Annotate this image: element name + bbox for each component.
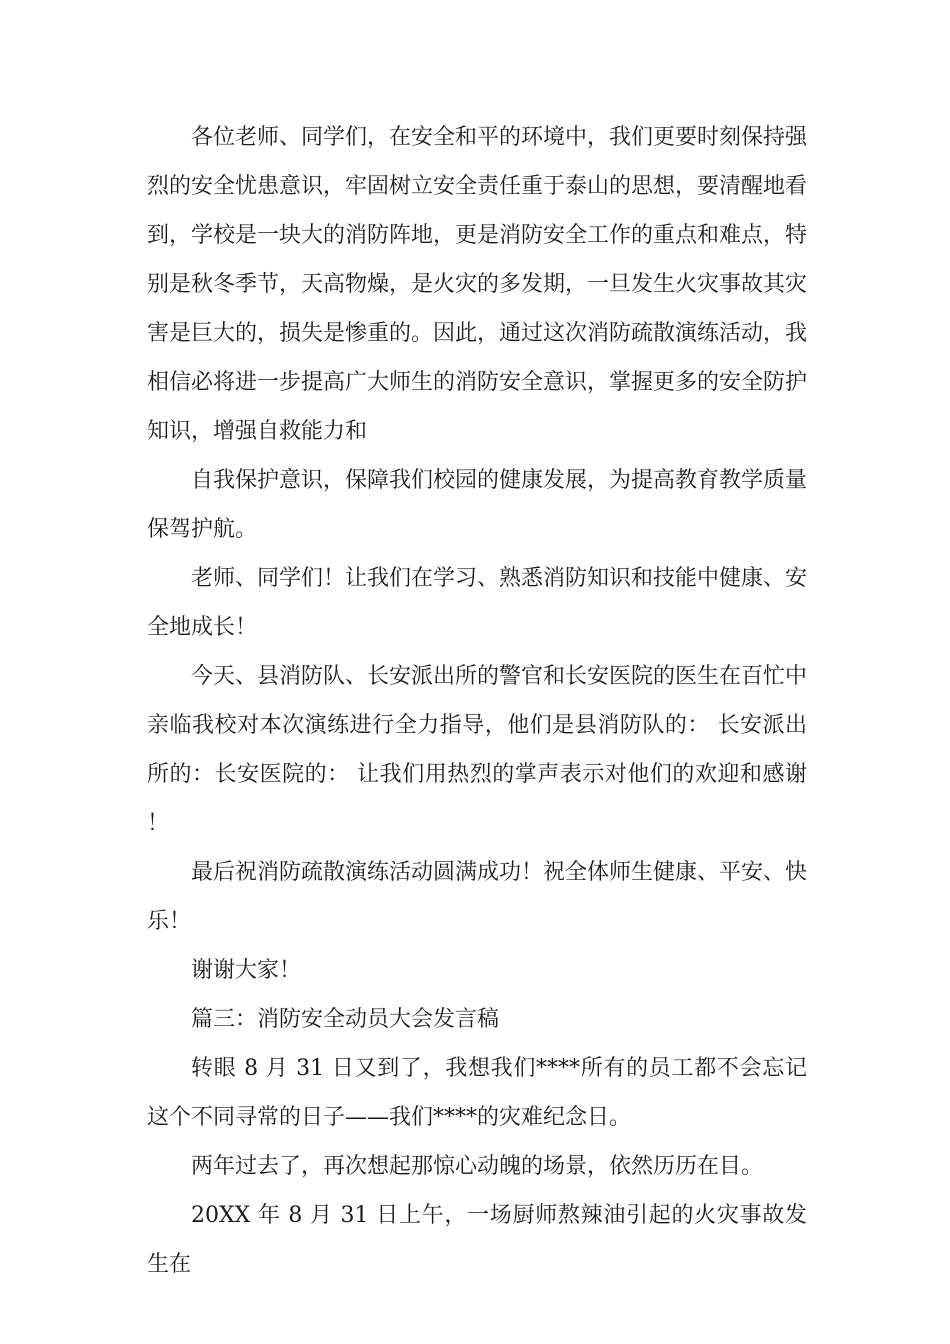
paragraph-two-years: 两年过去了，再次想起那惊心动魄的场景，依然历历在目。 (191, 1154, 764, 1179)
paragraph-guests-thanks: 今天、县消防队、长安派出所的警官和长安医院的医生在百忙中亲临我校对本次演练进行全力指导，他们是县消防队的： 长安派出所的：长安医院的： 让我们用热烈的掌声表示对他们的欢迎和感谢！ (147, 664, 808, 836)
section-heading: 篇三：消防安全动员大会发言稿 (191, 1007, 500, 1032)
paragraph-anniversary: 转眼 8 月 31 日又到了，我想我们****所有的员工都不会忘记这个不同寻常的日子——我们****的灾难纪念日。 (147, 1056, 807, 1130)
paragraph-fire-incident: 20XX 年 8 月 31 日上午，一场厨师熬辣油引起的火灾事故发生在 (147, 1203, 807, 1277)
document-body (147, 113, 807, 1289)
paragraph-safety-awareness: 各位老师、同学们，在安全和平的环境中，我们更要时刻保持强烈的安全忧患意识，牢固树立安全责任重于泰山的思想，要清醒地看到，学校是一块大的消防阵地，更是消防安全工作的重点和难点，特别是秋冬季节，天高物燥，是火灾的多发期，一旦发生火灾事故其灾害是巨大的，损失是惨重的。因此，通过这次消防疏散演练活动，我相信必将进一步提高广大师生的消防安全意识，掌握更多的安全防护知识，增强自救能力和 (147, 125, 808, 444)
paragraph-closing-wishes: 最后祝消防疏散演练活动圆满成功！祝全体师生健康、平安、快乐！ (147, 860, 808, 934)
paragraph-grow-safely: 老师、同学们！让我们在学习、熟悉消防知识和技能中健康、安全地成长！ (147, 566, 808, 640)
paragraph-self-protection: 自我保护意识，保障我们校园的健康发展，为提高教育教学质量保驾护航。 (147, 468, 808, 542)
paragraph-thanks: 谢谢大家！ (191, 958, 302, 983)
